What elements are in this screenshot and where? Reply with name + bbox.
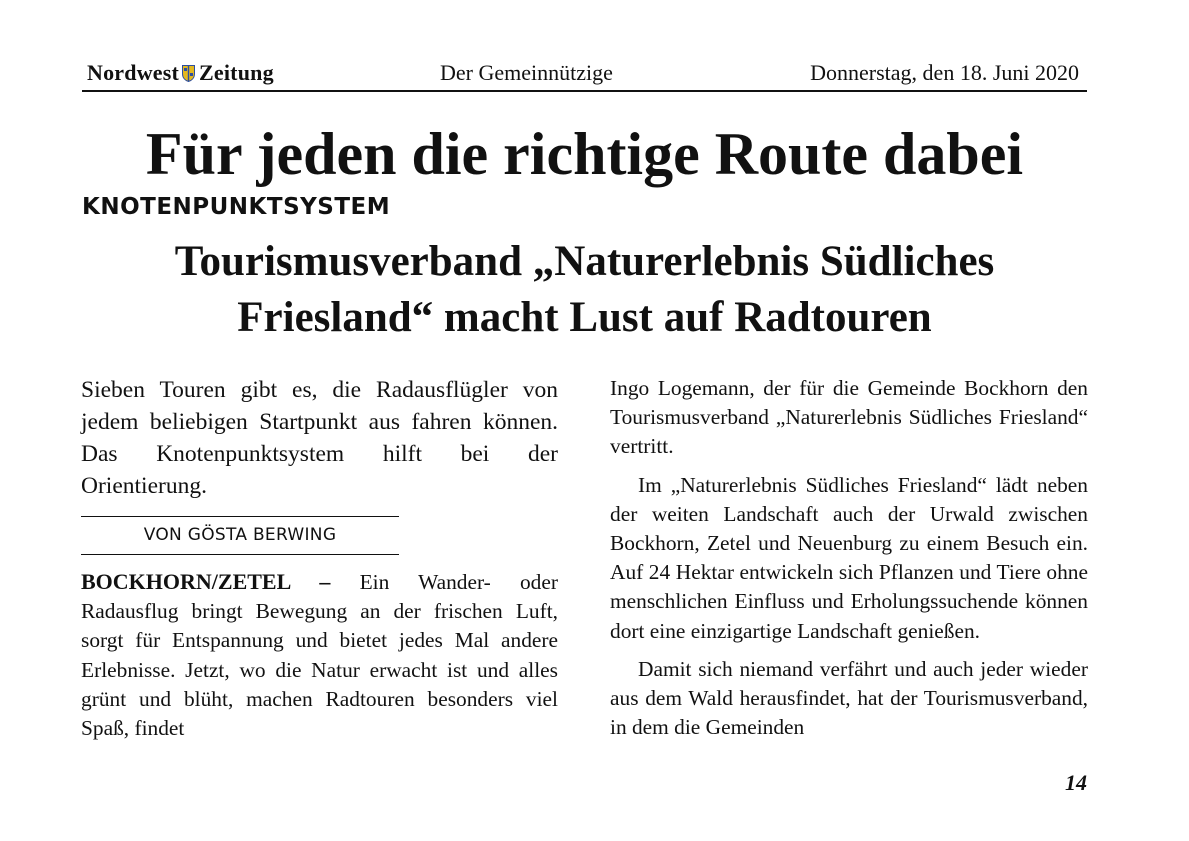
body-paragraph: Im „Naturerlebnis Südliches Friesland“ lädt neben der weiten Landschaft auch der Urwald zwischen Bockhorn, Zetel und Neuenburg zu einem Besuch ein. Auf 24 Hektar entwickeln sich Pflanzen und Tiere ohne menschlichen Einfluss und Erholungssuchende können dort eine einzigartige Landschaft genießen. — [610, 472, 1088, 643]
page-number: 14 — [1065, 770, 1087, 795]
article-column-2 — [610, 374, 1088, 742]
masthead-left: Nordwest — [87, 60, 180, 85]
masthead-logo — [87, 60, 274, 86]
section-title: Der Gemeinnützige — [440, 60, 613, 85]
issue-date: Donnerstag, den 18. Juni 2020 — [810, 60, 1079, 85]
body-text: Ein Wander- oder Radausflug bringt Bewegung an der frischen Luft, sorgt für Entspannung und bietet jedes Mal andere Erlebnisse. Jetzt, wo die Natur erwacht ist und alles grünt und blüht, machen Radtouren besonders viel Spaß, findet — [81, 570, 558, 741]
subheadline: Tourismusverband „Naturerlebnis Südliches Friesland“ macht Lust auf Radtouren — [174, 238, 995, 341]
article-column-1 — [81, 374, 558, 743]
masthead-right: Zeitung — [199, 60, 274, 85]
headline: Für jeden die richtige Route dabei — [145, 121, 1024, 187]
dateline: BOCKHORN/ZETEL – — [81, 569, 331, 594]
newspaper-header — [82, 58, 1087, 92]
body-paragraph: Ingo Logemann, der für die Gemeinde Bockhorn den Tourismusverband „Naturerlebnis Südliches Friesland“ vertritt. — [610, 376, 1088, 459]
lead-paragraph: Sieben Touren gibt es, die Radausflügler von jedem beliebigen Startpunkt aus fahren können. Das Knotenpunktsystem hilft bei der Orientierung. — [81, 377, 558, 499]
byline: VON GÖSTA BERWING — [81, 516, 399, 555]
kicker: KNOTENPUNKTSYSTEM — [82, 194, 391, 220]
body-paragraph: Damit sich niemand verfährt und auch jeder wieder aus dem Wald herausfindet, hat der Tourismusverband, in dem die Gemeinden — [610, 656, 1088, 740]
coat-of-arms-icon — [182, 65, 195, 82]
body-paragraph — [81, 567, 558, 743]
